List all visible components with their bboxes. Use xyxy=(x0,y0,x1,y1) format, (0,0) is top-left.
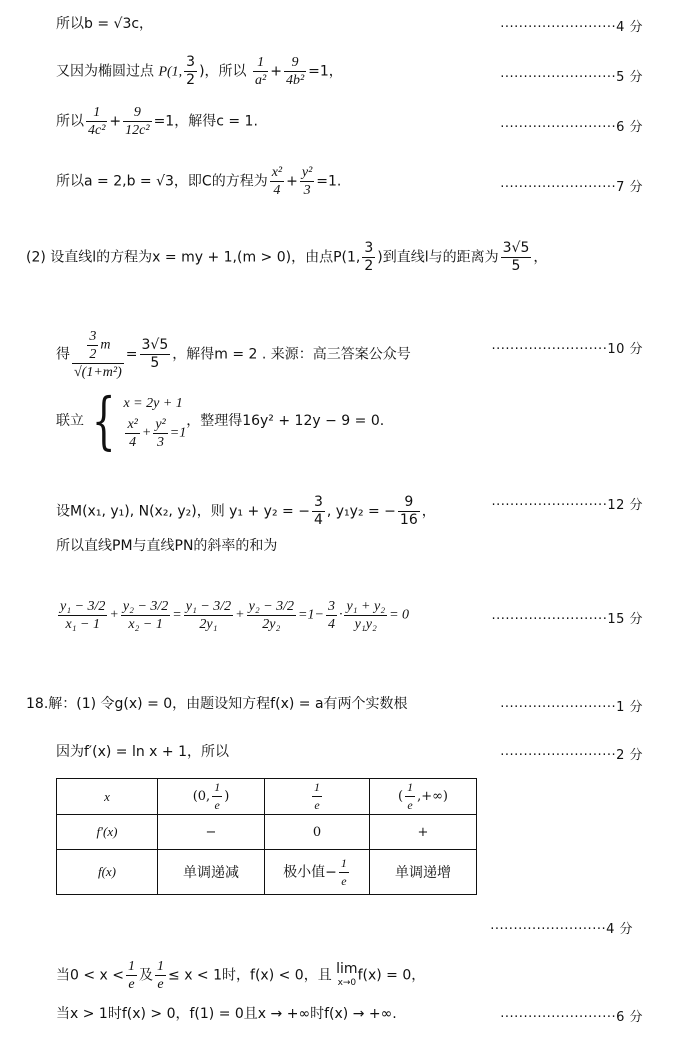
table-cell-f: f(x) xyxy=(57,850,158,895)
score-12: ·························12 分 xyxy=(491,498,643,513)
score-4b: ·························4 分 xyxy=(490,922,633,937)
score-6b: ·························6 分 xyxy=(500,1010,643,1025)
line-1: 所以b = √3c， xyxy=(56,16,154,32)
line-12: 因为f′(x) = ln x + 1，所以 xyxy=(56,744,229,760)
table-cell-interval-2: ( $\frac{1}{e}$ ,+∞) xyxy=(370,779,477,815)
line-7: 联立 { x = 2y + 1 $\frac{\text{x²}}{4}$ + $\frac{\text{y²}}{3}$ =1 ，整理得16y² + 12y − 9 = 0. xyxy=(56,384,385,457)
score-1: ·························1 分 xyxy=(500,700,643,715)
table-cell-point: $\frac{1}{e}$ xyxy=(265,779,370,815)
line-10: $\frac{\text{y₁ − 3/2}}{\text{x₁ − 1}}$ + $\frac{\text{y₂ − 3/2}}{\text{x₂ − 1}}$ = $\frac{\text{y₁ − 3/2}}{\text{2y₁}}$ + $\frac{\text{y₂ − 3/2}}{\text{2y₂}}$ =1− $\frac{3}{4}$ · $\frac{\text{y₁ + y₂}}{\text{y₁y₂}}$ = 0 xyxy=(60,599,410,632)
table-cell-decreasing: 单调递减 xyxy=(158,850,265,895)
line-5: (2) 设直线l的方程为x = my + 1,(m > 0)，由点P(1, $\frac{3}{2}$ )到直线l与的距离为 $\frac{3√5}{5}$ ， xyxy=(26,240,548,274)
score-15: ·························15 分 xyxy=(491,612,643,627)
line-13: 当0 < x < $\frac{1}{e}$ 及 $\frac{1}{e}$ ≤ x < 1时，f(x) < 0，且 lim x→0 f(x) = 0， xyxy=(56,959,426,992)
score-7: ·························7 分 xyxy=(500,180,643,195)
line-14: 当x > 1时f(x) > 0，f(1) = 0且x → +∞时f(x) → +∞. xyxy=(56,1006,397,1022)
line-8: 设M(x₁, y₁), N(x₂, y₂)，则 y₁ + y₂ = − $\frac{3}{4}$ , y₁y₂ = − $\frac{9}{16}$ ， xyxy=(56,494,436,528)
score-6: ·························6 分 xyxy=(500,120,643,135)
score-4: ·························4 分 xyxy=(500,20,643,35)
table-cell-increasing: 单调递增 xyxy=(370,850,477,895)
table-cell-fprime: f′(x) xyxy=(57,815,158,850)
table-cell-x: x xyxy=(57,779,158,815)
line-3: 所以 $\frac{1}{\text{4c²}}$ + $\frac{9}{\text{12c²}}$ =1，解得c = 1. xyxy=(56,105,258,138)
derivative-table xyxy=(56,778,477,895)
table-cell-sign-neg: − xyxy=(158,815,265,850)
table-cell-sign-pos: + xyxy=(370,815,477,850)
score-10: ·························10 分 xyxy=(491,342,643,357)
line-6: 得 $\frac{3}{2}$ m √(1+m²) = $\frac{3√5}{5}$ ，解得m = 2 . 来源：高三答案公众号 xyxy=(56,329,411,380)
table-cell-sign-zero: 0 xyxy=(265,815,370,850)
score-2: ·························2 分 xyxy=(500,748,643,763)
line-2: 又因为椭圆过点 P(1, $\frac{3}{2}$ )，所以 $\frac{1}{\text{a²}}$ + $\frac{9}{\text{4b²}}$ =1， xyxy=(56,54,343,88)
line-9: 所以直线PM与直线PN的斜率的和为 xyxy=(56,538,278,554)
table-cell-interval-1: (0, $\frac{1}{e}$ ) xyxy=(158,779,265,815)
table-cell-minimum: 极小值− $\frac{1}{e}$ xyxy=(265,850,370,895)
line-4: 所以a = 2,b = √3，即C的方程为 $\frac{\text{x²}}{4}$ + $\frac{\text{y²}}{3}$ =1. xyxy=(56,165,342,198)
line-11: 18.解：(1) 令g(x) = 0，由题设知方程f(x) = a有两个实数根 xyxy=(26,696,408,712)
score-5: ·························5 分 xyxy=(500,70,643,85)
